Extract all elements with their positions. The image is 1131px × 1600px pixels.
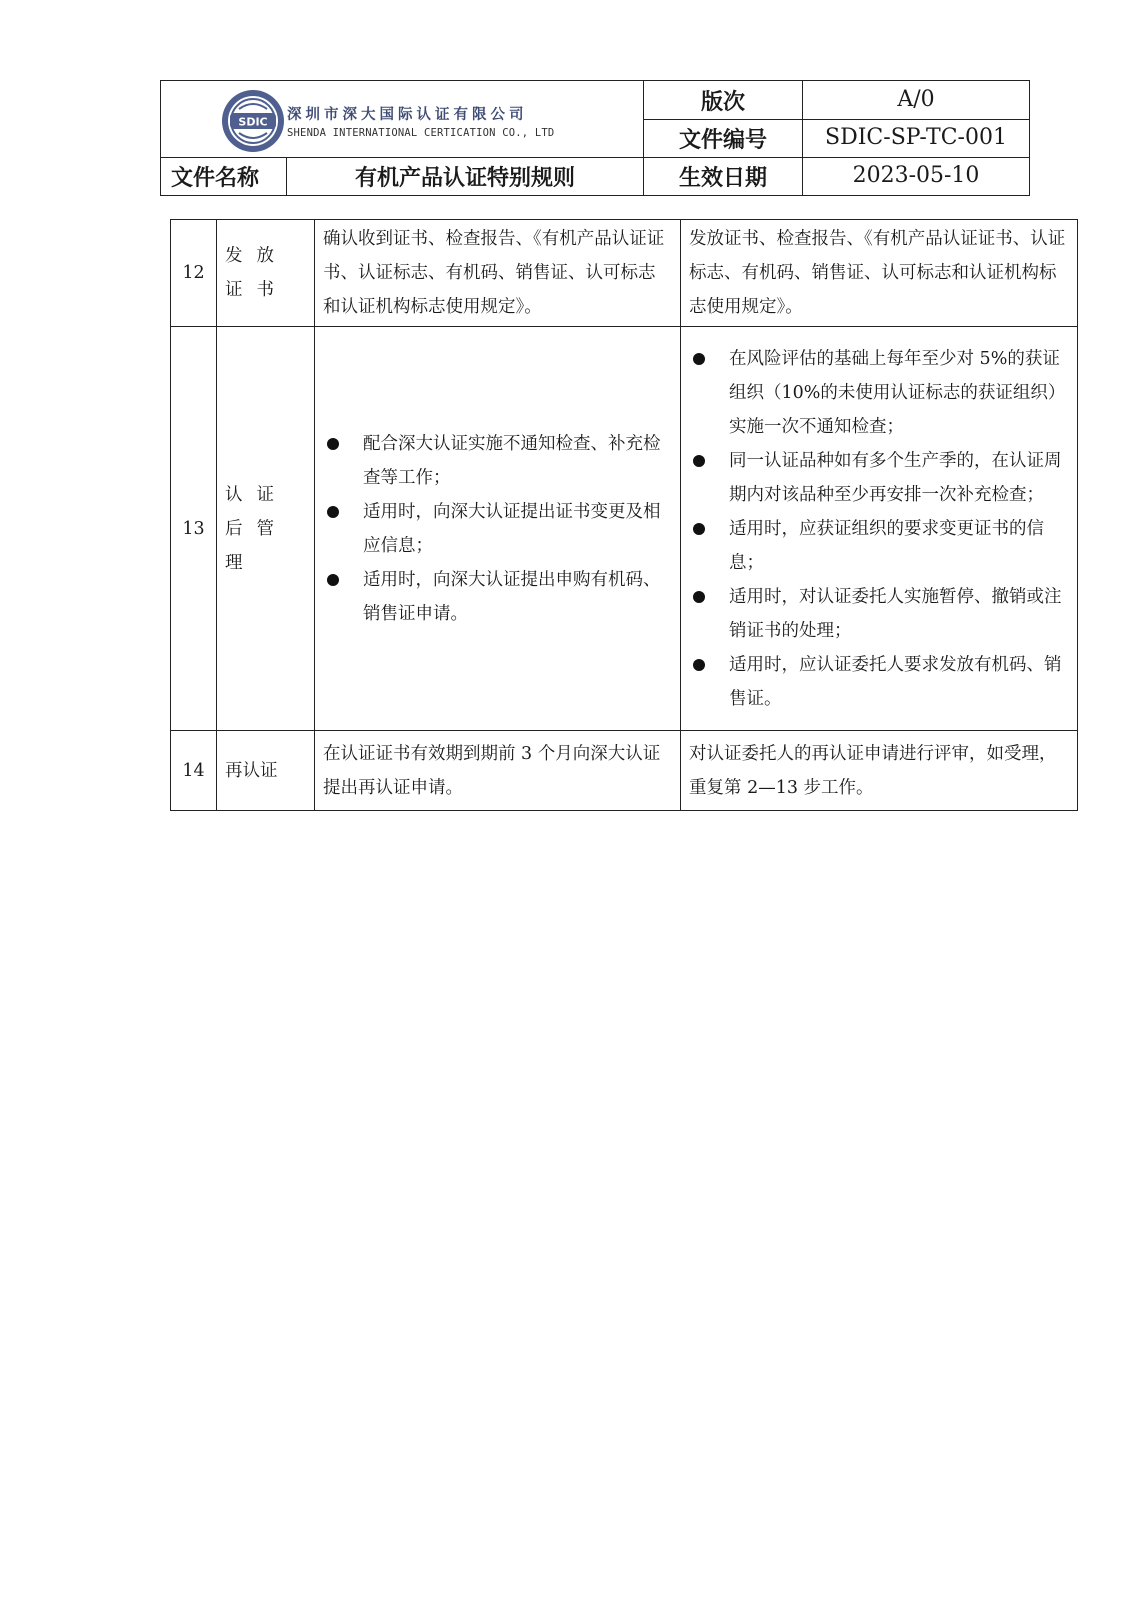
list-item: 配合深大认证实施不通知检查、补充检查等工作；	[323, 427, 672, 495]
list-item: 适用时，向深大认证提出申购有机码、销售证申请。	[323, 563, 672, 631]
version-label: 版次	[700, 89, 745, 115]
step-number: 14	[171, 731, 217, 811]
step-number: 13	[171, 327, 217, 731]
list-item: 适用时，应认证委托人要求发放有机码、销售证。	[689, 648, 1069, 716]
table-row	[171, 220, 1078, 327]
company-name-cn: 深圳市深大国际认证有限公司	[287, 107, 528, 123]
step-number: 12	[171, 220, 217, 327]
body-responsibility: 发放证书、检查报告、《有机产品认证证书、认证标志、有机码、销售证、认可标志和认证机构标志使用规定》。	[681, 220, 1078, 327]
list-item: 同一认证品种如有多个生产季的，在认证周期内对该品种至少再安排一次补充检查；	[689, 444, 1069, 512]
table-row	[171, 731, 1078, 811]
company-name-en: SHENDA INTERNATIONAL CERTICATION CO., LTD	[287, 127, 555, 139]
list-item: 适用时，应获证组织的要求变更证书的信息；	[689, 512, 1069, 580]
client-responsibility: 在认证证书有效期到期前 3 个月向深大认证提出再认证申请。	[315, 731, 681, 811]
logo-text: SDIC	[238, 115, 268, 129]
step-name: 认证后管理	[217, 327, 315, 731]
list-item: 适用时，对认证委托人实施暂停、撤销或注销证书的处理；	[689, 580, 1069, 648]
doc-name-label: 文件名称	[171, 165, 260, 191]
client-responsibility: 确认收到证书、检查报告、《有机产品认证证书、认证标志、有机码、销售证、认可标志和认证机构标志使用规定》。	[315, 220, 681, 327]
table-row	[171, 327, 1078, 731]
doc-no-label: 文件编号	[678, 127, 767, 153]
effective-date-label: 生效日期	[678, 165, 767, 191]
effective-date-value: 2023-05-10	[852, 162, 980, 188]
body-responsibility: 对认证委托人的再认证申请进行评审，如受理，重复第 2—13 步工作。	[681, 731, 1078, 811]
sdic-seal-icon	[221, 89, 285, 153]
client-responsibility	[315, 327, 681, 731]
list-item: 适用时，向深大认证提出证书变更及相应信息；	[323, 495, 672, 563]
version-value: A/0	[897, 86, 935, 112]
step-name: 发放证书	[217, 220, 315, 327]
doc-no-value: SDIC-SP-TC-001	[825, 124, 1007, 150]
step-name: 再认证	[217, 731, 315, 811]
body-responsibility	[681, 327, 1078, 731]
company-logo	[221, 89, 641, 153]
doc-name-value: 有机产品认证特别规则	[354, 165, 575, 191]
process-steps-table	[170, 219, 1078, 811]
document-header	[160, 80, 1030, 196]
list-item: 在风险评估的基础上每年至少对 5%的获证组织（10%的未使用认证标志的获证组织）实施一次不通知检查；	[689, 342, 1069, 444]
